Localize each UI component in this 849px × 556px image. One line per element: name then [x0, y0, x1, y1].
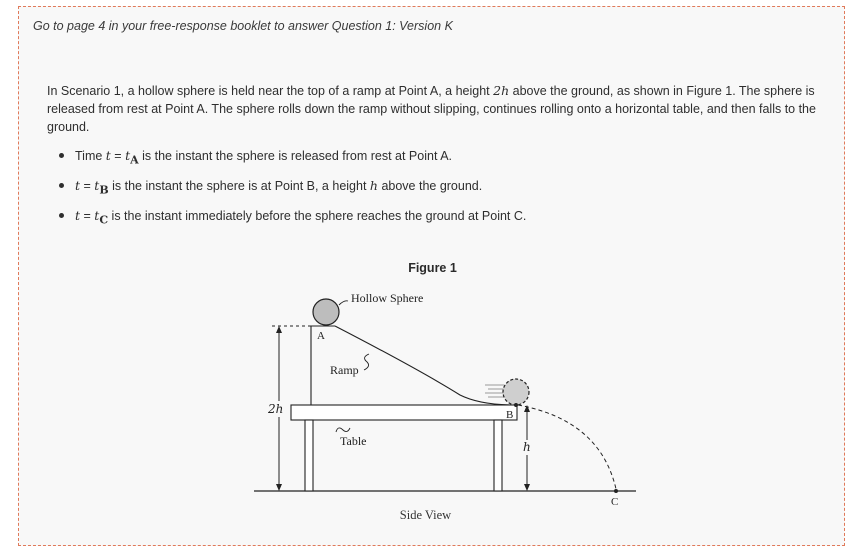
intro-text-after: above the ground, as shown in Figure 1. The sphere is released from rest at Point A. The sphere rolls down the ramp without slipping, continues rolling onto a horizontal table, and then falls to the ground. — [47, 84, 816, 134]
booklet-instruction: Go to page 4 in your free-response booklet to answer Question 1: Version K — [33, 19, 453, 33]
equals-sign: = — [80, 179, 95, 193]
time-symbol: t — [94, 208, 100, 223]
figure-title: Figure 1 — [408, 261, 457, 275]
equals-sign: = — [110, 149, 126, 163]
bullet-text: above the ground. — [377, 179, 483, 193]
point-c-label: C — [611, 496, 619, 508]
time-symbol: t — [125, 148, 131, 163]
hollow-sphere — [313, 299, 339, 325]
height-h-label: h — [523, 440, 531, 454]
point-c-dot — [614, 489, 618, 493]
time-subscript: A — [130, 153, 139, 167]
table-label: Table — [340, 434, 367, 448]
figure-caption: Side View — [399, 508, 452, 522]
height-symbol: h — [369, 178, 378, 193]
arrow-down-icon — [276, 484, 282, 491]
table-leader-line — [336, 428, 350, 432]
arrow-down-icon — [524, 484, 530, 491]
bullet-text: is the instant immediately before the sphere reaches the ground at Point C. — [108, 209, 527, 223]
time-symbol: t — [94, 178, 100, 193]
time-variable: t — [75, 178, 81, 193]
table-leg-left — [305, 420, 313, 491]
time-subscript: B — [99, 183, 109, 197]
bullet-text: is the instant the sphere is released from rest at Point A. — [138, 149, 453, 163]
height-2h-label: 2h — [268, 402, 284, 416]
table-leg-right — [494, 420, 502, 491]
point-b-label: B — [506, 409, 514, 421]
equals-sign: = — [80, 209, 95, 223]
bullet-text: is the instant the sphere is at Point B, a height — [108, 179, 370, 193]
time-variable: t — [75, 208, 81, 223]
arrow-up-icon — [524, 405, 530, 412]
intro-text-before: In Scenario 1, a hollow sphere is held near the top of a ramp at Point A, a height — [47, 84, 494, 98]
sphere-label: Hollow Sphere — [351, 291, 424, 305]
bullet-prefix: Time — [75, 149, 106, 163]
point-a-label: A — [317, 330, 325, 342]
sphere-leader-line — [339, 301, 348, 305]
ramp-label: Ramp — [330, 363, 359, 377]
time-variable: t — [105, 148, 111, 163]
table-top — [291, 405, 517, 420]
intro-height-symbol: 2h — [493, 83, 510, 98]
time-subscript: C — [99, 213, 109, 227]
ramp-leader-line — [364, 354, 369, 370]
sphere-at-b — [503, 379, 529, 405]
arrow-up-icon — [276, 326, 282, 333]
point-b-dot — [514, 403, 518, 407]
